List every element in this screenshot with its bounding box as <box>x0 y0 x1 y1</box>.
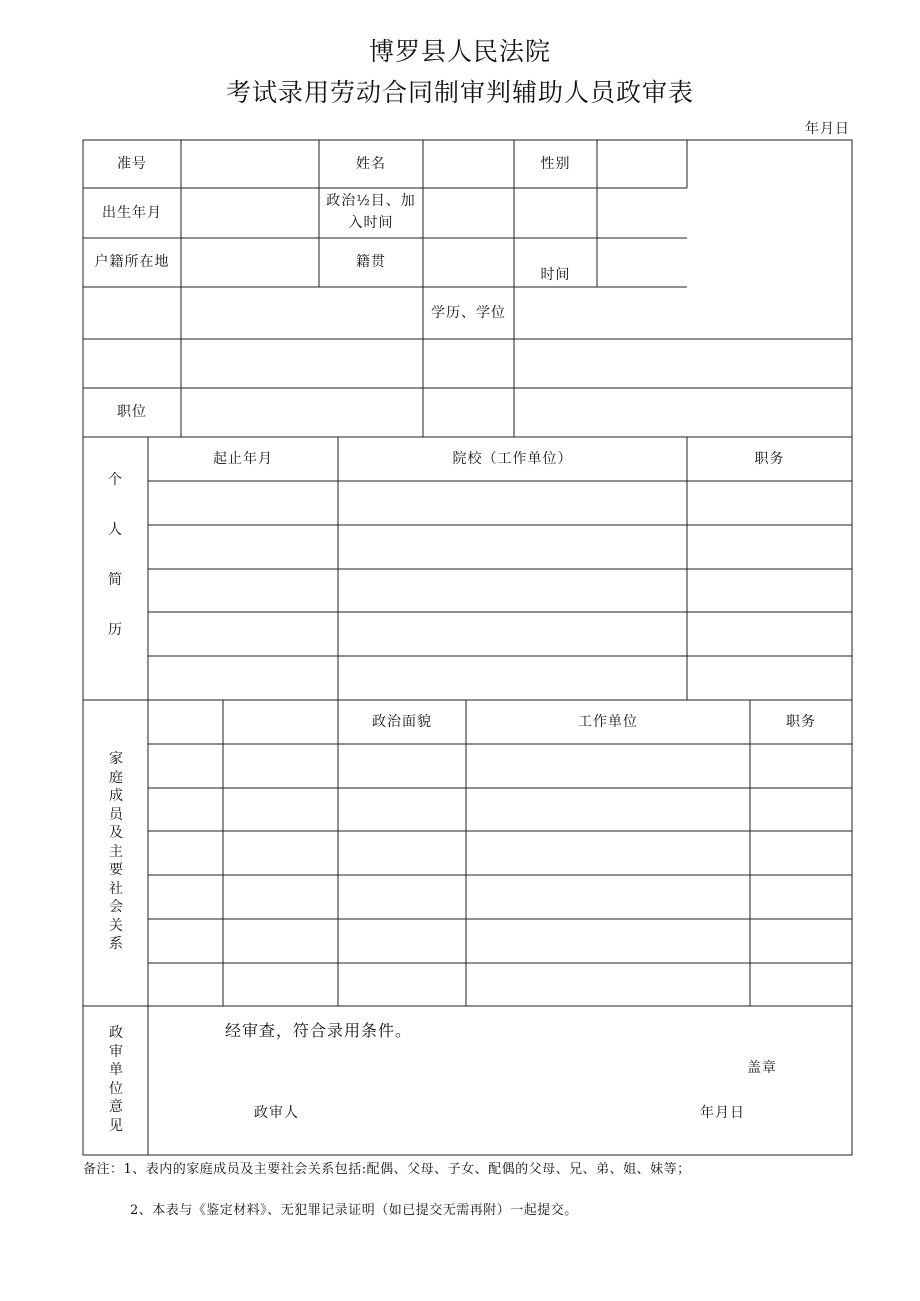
review-seal: 盖章 <box>747 1060 777 1076</box>
family-header-political: 政治面貌 <box>372 714 432 730</box>
note-line-1: 备注：1、表内的家庭成员及主要社会关系包括:配偶、父母、子女、配偶的父母、兄、弟、姐、妹等； <box>83 1162 691 1177</box>
resume-header-school: 院校（工作单位） <box>452 451 573 467</box>
label-name: 姓名 <box>356 156 386 172</box>
label-political-2: 入时间 <box>348 215 394 231</box>
table-outer-border <box>83 140 852 1155</box>
review-date: 年月日 <box>700 1105 745 1121</box>
resume-char-4: 历 <box>108 622 123 638</box>
label-gender: 性别 <box>540 156 571 172</box>
resume-char-3: 简 <box>108 572 123 588</box>
review-reviewer: 政审人 <box>254 1105 299 1121</box>
page-title: 博罗县人民法院 <box>368 37 551 66</box>
label-time: 时间 <box>540 267 571 283</box>
review-section-label: 政审单位意见 <box>109 1025 123 1134</box>
label-position: 职位 <box>117 404 147 420</box>
form-title: 考试录用劳动合同制审判辅助人员政审表 <box>225 78 694 107</box>
label-hukou: 户籍所在地 <box>94 254 170 270</box>
review-statement: 经审查，符合录用条件。 <box>225 1021 413 1040</box>
resume-header-period: 起止年月 <box>213 451 273 467</box>
note-line-2: 2、本表与《鉴定材料》、无犯罪记录证明（如已提交无需再附）一起提交。 <box>130 1203 578 1218</box>
header-date: 年月日 <box>805 121 850 137</box>
resume-char-1: 个 <box>108 472 123 488</box>
label-zhunhao: 准号 <box>117 156 147 172</box>
resume-char-2: 人 <box>108 522 123 538</box>
family-header-duty: 职务 <box>786 714 816 730</box>
resume-header-duty: 职务 <box>754 451 785 467</box>
label-political-1: 政治½目、加 <box>326 193 416 209</box>
label-jiguan: 籍贯 <box>356 254 386 270</box>
family-header-workunit: 工作单位 <box>578 714 638 730</box>
label-birth: 出生年月 <box>102 205 162 221</box>
label-education: 学历、学位 <box>431 305 506 321</box>
family-section-label: 家庭成员及主要社会关系 <box>109 751 123 952</box>
